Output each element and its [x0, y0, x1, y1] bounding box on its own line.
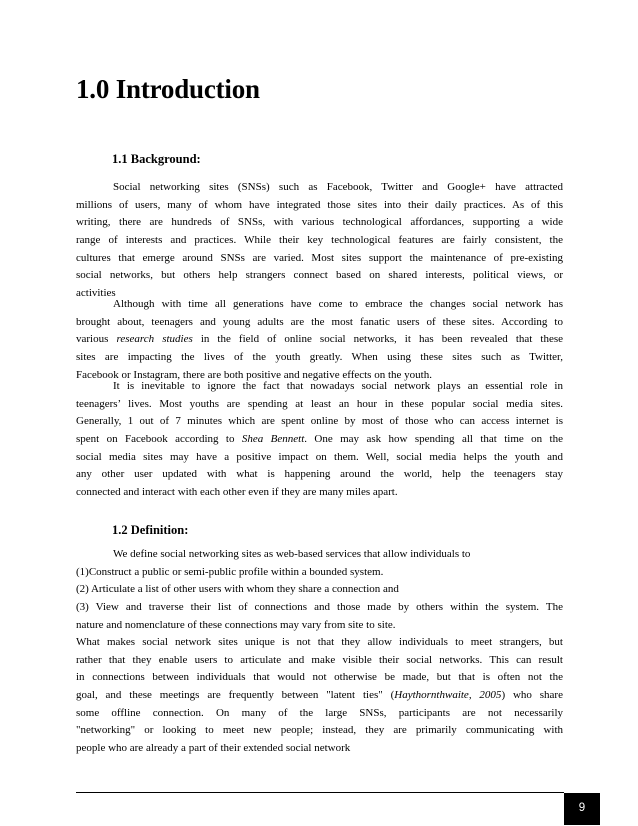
text-line: Social networking sites (SNSs) such as Facebook, Twitter and Google+ have attracted [113, 181, 563, 193]
paragraph-background-3 [76, 378, 563, 502]
text-line: social networks, but others help strangers connect based on shared interests, political views, or [76, 269, 563, 282]
text-line: (1)Construct a public or semi-public profile within a bounded system. [76, 565, 384, 578]
paragraph-definition-1 [76, 546, 563, 634]
paragraph-definition-2 [76, 634, 563, 758]
text-line: (3) View and traverse their list of connections and those made by others within the system. The [76, 601, 563, 614]
text-run: ) who share [501, 689, 563, 702]
text-line [76, 331, 563, 349]
text-run: goal, and these meetings are frequently between "latent ties" ( [76, 689, 395, 702]
page-number-badge [564, 793, 600, 825]
text-line: (2) Articulate a list of other users with whom they share a connection and [76, 583, 399, 596]
text-line: any other user updated with what is happening around the world, help the teenagers stay [76, 468, 563, 481]
text-line: range of interests and practices. While their key technological features are fairly consistent, the [76, 234, 563, 247]
text-line: What makes social network sites unique is not that they allow individuals to meet strangers, but [76, 636, 563, 648]
text-line: in connections between individuals that would not otherwise be made, but that is often not the [76, 671, 563, 684]
footer-rule [76, 792, 564, 793]
text-line [76, 687, 563, 705]
text-line: Generally, 1 out of 7 minutes which are spent online by most of those who can access internet is [76, 415, 563, 428]
text-line: millions of users, many of whom have integrated those sites into their daily practices. As of this [76, 198, 563, 211]
text-run: in the field of online social networks, it has been revealed that these [192, 333, 563, 346]
text-line: nature and nomenclature of these connections may vary from site to site. [76, 618, 396, 631]
text-line: sites are impacting the lives of the youth greatly. When using these sites such as Twitter, [76, 351, 563, 364]
text-line: people who are already a part of their extended social network [76, 742, 351, 755]
text-line: activities [76, 287, 116, 300]
text-line: cultures that emerge around SNSs are varied. Most sites support the maintenance of pre-existing [76, 251, 563, 264]
text-run: various [76, 333, 117, 346]
chapter-heading: 1.0 Introduction [76, 74, 260, 104]
italic-reference: Haythornthwaite, 2005 [394, 689, 502, 702]
text-line: We define social networking sites as web-based services that allow individuals to [113, 548, 471, 560]
paragraph-background-2 [76, 296, 563, 384]
page-number: 9 [578, 802, 586, 814]
text-line: It is inevitable to ignore the fact that nowadays social network plays an essential role in [113, 380, 563, 392]
italic-reference: research studies [116, 333, 193, 346]
text-line: "networking" or looking to meet new people; instead, they are primarily communicating with [76, 724, 563, 737]
text-line: brought about, teenagers and young adults are the most fanatic users of these sites. According to [76, 315, 563, 328]
text-line: connected and interact with each other even if they are many miles apart. [76, 486, 398, 499]
text-line: Although with time all generations have come to embrace the changes social network has [113, 298, 563, 310]
text-line: teenagers’ lives. Most youths are spending at least an hour in these popular social media sites. [76, 397, 563, 410]
italic-reference: Shea Bennett [241, 433, 305, 446]
paragraph-background-1 [76, 179, 563, 303]
text-run: spent on Facebook according to [76, 433, 242, 446]
text-line: Facebook or Instagram, there are both positive and negative effects on the youth. [76, 368, 432, 381]
text-line: social media sites may have a positive impact on them. Well, social media helps the youth and [76, 450, 563, 463]
text-run: . One may ask how spending all that time on the [304, 433, 563, 446]
text-line: rather that they enable users to articulate and make visible their social networks. This can result [76, 653, 563, 666]
section-heading-background: 1.1 Background: [112, 152, 201, 166]
section-heading-definition: 1.2 Definition: [112, 523, 189, 537]
text-line: writing, there are hundreds of SNSs, with various technological affordances, supporting a wide [76, 216, 563, 229]
text-line [76, 431, 563, 449]
text-line: some offline connection. On many of the large SNSs, participants are not necessarily [76, 706, 563, 719]
